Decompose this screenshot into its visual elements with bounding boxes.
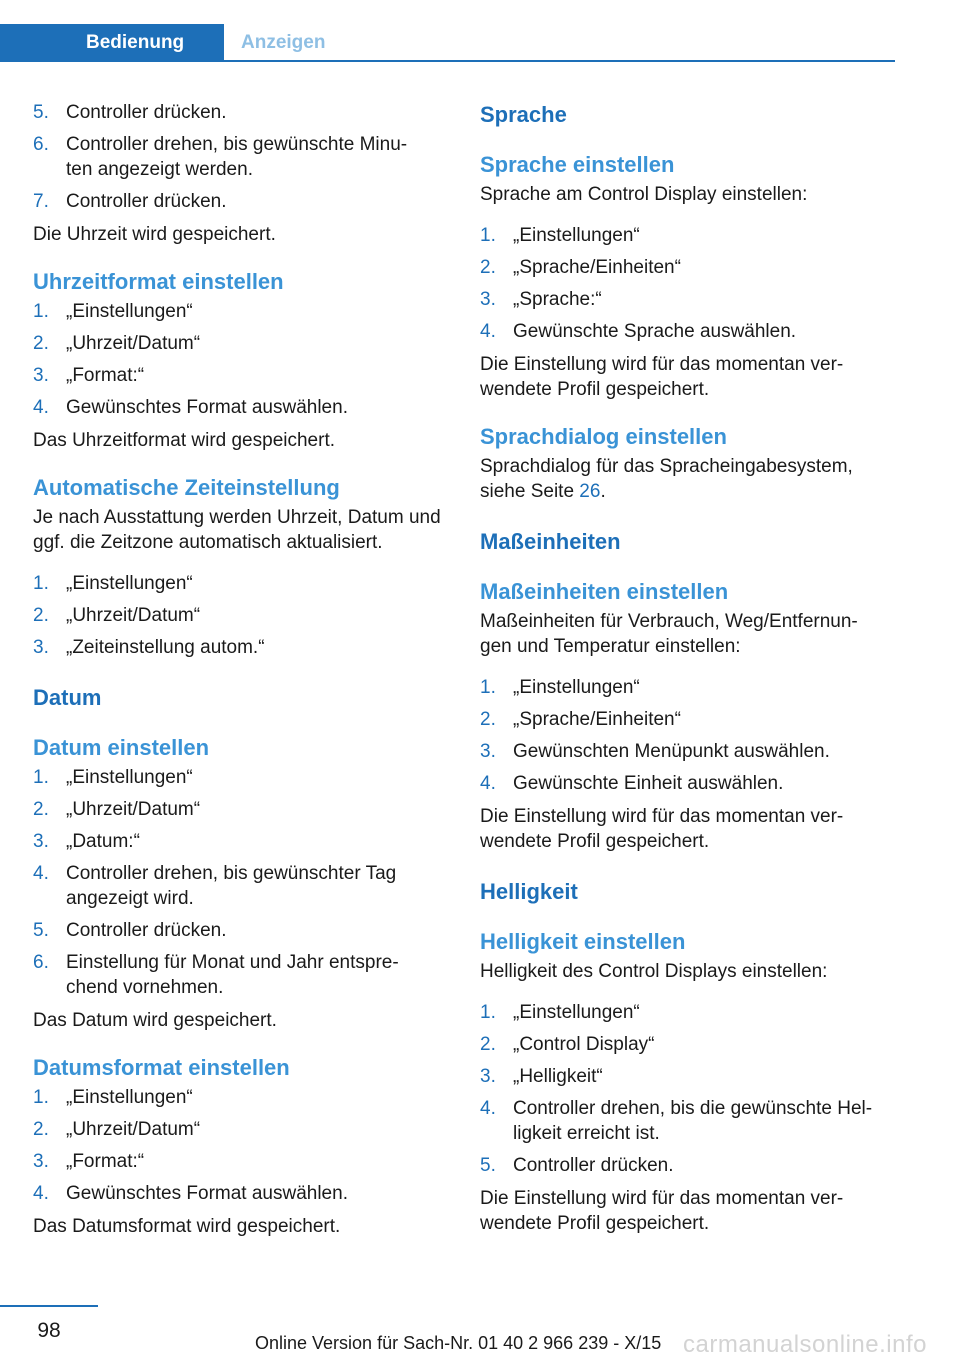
list-item-number: 2. — [33, 799, 49, 820]
paragraph-sprachdialog — [480, 454, 895, 504]
list-item — [33, 797, 443, 822]
list-item — [480, 1032, 895, 1057]
list-item — [480, 771, 895, 796]
list-item-number: 4. — [480, 773, 496, 794]
list-item — [33, 132, 443, 182]
list-masseinheiten-steps — [480, 675, 895, 796]
list-item — [33, 950, 443, 1000]
list-item — [33, 918, 443, 943]
paragraph-masseinheiten: Maßeinheiten für Verbrauch, Weg/Entfernun- gen und Temperatur einstellen: — [480, 611, 858, 657]
list-item-text: „Einstellungen“ — [513, 225, 640, 246]
heading-masseinheiten: Maßeinheiten — [480, 529, 621, 554]
tab-bedienung[interactable]: Bedienung — [0, 24, 224, 62]
list-item-number: 4. — [33, 863, 49, 884]
paragraph-sprache-saved: Die Einstellung wird für das momentan ver- wendete Profil gespeichert. — [480, 354, 844, 400]
list-item — [480, 1096, 895, 1146]
list-item-number: 7. — [33, 191, 49, 212]
list-item-text: Gewünschte Einheit auswählen. — [513, 773, 784, 794]
list-item-text: „Einstellungen“ — [66, 767, 193, 788]
list-item-number: 5. — [33, 920, 49, 941]
list-item — [33, 1117, 443, 1142]
list-item — [480, 675, 895, 700]
list-item — [33, 861, 443, 911]
paragraph-datum-saved: Das Datum wird gespeichert. — [33, 1010, 277, 1031]
list-item-number: 5. — [480, 1155, 496, 1176]
list-item — [33, 635, 443, 660]
list-item — [480, 1000, 895, 1025]
heading-sprachdialog: Sprachdialog einstellen — [480, 424, 727, 449]
list-uhrzeit-steps — [33, 100, 443, 214]
list-item-number: 2. — [480, 709, 496, 730]
list-item — [33, 331, 443, 356]
list-item — [33, 299, 443, 324]
list-item-text: Controller drücken. — [66, 191, 227, 212]
list-item — [33, 829, 443, 854]
list-item-number: 6. — [33, 134, 49, 155]
list-item — [33, 1149, 443, 1174]
list-item — [33, 363, 443, 388]
page-reference-link[interactable]: 26 — [579, 481, 601, 502]
list-item-text: Controller drehen, bis die gewünschte Hel- ligkeit erreicht ist. — [513, 1098, 873, 1144]
list-item-number: 6. — [33, 952, 49, 973]
list-item — [480, 1064, 895, 1089]
list-datumsformat-steps — [33, 1085, 443, 1206]
list-item — [480, 739, 895, 764]
paragraph-helligkeit-saved: Die Einstellung wird für das momentan ver- wendete Profil gespeichert. — [480, 1188, 844, 1234]
list-uhrzeitformat-steps — [33, 299, 443, 420]
list-item-number: 3. — [480, 1066, 496, 1087]
list-item-text: „Helligkeit“ — [513, 1066, 603, 1087]
list-item-text: Controller drücken. — [513, 1155, 674, 1176]
list-item — [33, 603, 443, 628]
list-item-number: 1. — [33, 301, 49, 322]
list-item — [480, 287, 895, 312]
list-item-text: „Sprache:“ — [513, 289, 602, 310]
heading-sprache: Sprache — [480, 102, 567, 127]
list-item-number: 3. — [33, 1151, 49, 1172]
paragraph-uhrzeitformat-saved: Das Uhrzeitformat wird gespeichert. — [33, 430, 335, 451]
list-item-number: 4. — [33, 1183, 49, 1204]
list-item — [480, 1153, 895, 1178]
list-item — [33, 189, 443, 214]
paragraph-automatische-zeiteinstellung: Je nach Ausstattung werden Uhrzeit, Datum und ggf. die Zeitzone automatisch aktualisiert. — [33, 507, 441, 553]
list-item-number: 1. — [33, 767, 49, 788]
footer-online-version: Online Version für Sach-Nr. 01 40 2 966 239 - X/15 — [255, 1333, 662, 1353]
list-item-text: „Uhrzeit/Datum“ — [66, 333, 201, 354]
list-item-number: 4. — [480, 1098, 496, 1119]
list-item-number: 1. — [480, 677, 496, 698]
list-item-text: Controller drücken. — [66, 102, 227, 123]
heading-helligkeit-einstellen: Helligkeit einstellen — [480, 929, 686, 954]
list-item-number: 2. — [33, 333, 49, 354]
list-item — [33, 765, 443, 790]
list-item-text: Gewünschtes Format auswählen. — [66, 1183, 348, 1204]
footer-rule — [0, 1305, 98, 1307]
list-sprache-steps — [480, 223, 895, 344]
list-item-number: 4. — [480, 321, 496, 342]
list-item — [33, 1181, 443, 1206]
list-item-text: „Uhrzeit/Datum“ — [66, 799, 201, 820]
heading-datum: Datum — [33, 685, 102, 710]
list-item-number: 2. — [480, 1034, 496, 1055]
list-item-number: 4. — [33, 397, 49, 418]
list-item-text: Einstellung für Monat und Jahr entspre- chend vornehmen. — [66, 952, 399, 998]
list-item — [33, 395, 443, 420]
list-item-number: 1. — [480, 1002, 496, 1023]
list-item — [33, 100, 443, 125]
tab-bar — [0, 24, 895, 62]
list-item-number: 3. — [33, 365, 49, 386]
right-column — [480, 100, 895, 1236]
watermark: carmanualsonline.info — [683, 1331, 927, 1358]
list-item — [480, 255, 895, 280]
list-item-text: „Format:“ — [66, 365, 145, 386]
list-item-number: 1. — [33, 573, 49, 594]
list-item-number: 1. — [33, 1087, 49, 1108]
list-item-number: 2. — [33, 605, 49, 626]
list-item-number: 2. — [33, 1119, 49, 1140]
heading-helligkeit: Helligkeit — [480, 879, 578, 904]
list-item-number: 3. — [480, 741, 496, 762]
list-item-text: Gewünschtes Format auswählen. — [66, 397, 348, 418]
list-item-text: Gewünschten Menüpunkt auswählen. — [513, 741, 830, 762]
tab-anzeigen[interactable]: Anzeigen — [241, 32, 326, 53]
paragraph-sprache: Sprache am Control Display einstellen: — [480, 184, 808, 205]
list-item-text: „Einstellungen“ — [66, 573, 193, 594]
list-item-text: „Datum:“ — [66, 831, 140, 852]
list-item-text: „Uhrzeit/Datum“ — [66, 605, 201, 626]
list-item-text: Controller drehen, bis gewünschte Minu- ten angezeigt werden. — [66, 134, 408, 180]
list-item-number: 1. — [480, 225, 496, 246]
list-item — [480, 707, 895, 732]
list-item-text: Controller drücken. — [66, 920, 227, 941]
list-item-number: 3. — [480, 289, 496, 310]
list-item-number: 2. — [480, 257, 496, 278]
list-item-text: „Control Display“ — [513, 1034, 655, 1055]
list-item-text: Gewünschte Sprache auswählen. — [513, 321, 797, 342]
list-helligkeit-steps — [480, 1000, 895, 1178]
page-number: 98 — [37, 1319, 61, 1342]
list-item-text: „Sprache/Einheiten“ — [513, 257, 681, 278]
list-item-number: 3. — [33, 831, 49, 852]
list-item-text: Controller drehen, bis gewünschter Tag angezeigt wird. — [66, 863, 397, 909]
list-datum-steps — [33, 765, 443, 1000]
paragraph-helligkeit: Helligkeit des Control Displays einstellen: — [480, 961, 828, 982]
list-item-text: „Zeiteinstellung autom.“ — [66, 637, 265, 658]
list-item-text: „Format:“ — [66, 1151, 145, 1172]
paragraph-datumsformat-saved: Das Datumsformat wird gespeichert. — [33, 1216, 341, 1237]
list-item — [480, 319, 895, 344]
list-item — [480, 223, 895, 248]
list-item-text: „Einstellungen“ — [66, 1087, 193, 1108]
list-item — [33, 571, 443, 596]
paragraph-uhrzeit-saved: Die Uhrzeit wird gespeichert. — [33, 224, 276, 245]
list-item-text: „Uhrzeit/Datum“ — [66, 1119, 201, 1140]
left-column — [33, 100, 443, 1239]
heading-masseinheiten-einstellen: Maßeinheiten einstellen — [480, 579, 729, 604]
list-item-text: „Einstellungen“ — [66, 301, 193, 322]
heading-uhrzeitformat: Uhrzeitformat einstellen — [33, 269, 284, 294]
list-item-number: 5. — [33, 102, 49, 123]
heading-sprache-einstellen: Sprache einstellen — [480, 152, 675, 177]
heading-datum-einstellen: Datum einstellen — [33, 735, 210, 760]
list-item-number: 3. — [33, 637, 49, 658]
list-item — [33, 1085, 443, 1110]
list-automatische-zeiteinstellung-steps — [33, 571, 443, 660]
list-item-text: „Sprache/Einheiten“ — [513, 709, 681, 730]
list-item-text: „Einstellungen“ — [513, 677, 640, 698]
heading-datumsformat: Datumsformat einstellen — [33, 1055, 290, 1080]
heading-automatische-zeiteinstellung: Automatische Zeiteinstellung — [33, 475, 340, 500]
sprachdialog-text: Sprachdialog für das Spracheingabesystem, siehe Seite — [480, 456, 853, 502]
paragraph-masseinheiten-saved: Die Einstellung wird für das momentan ver- wendete Profil gespeichert. — [480, 806, 844, 852]
list-item-text: „Einstellungen“ — [513, 1002, 640, 1023]
sprachdialog-period: . — [600, 481, 606, 502]
